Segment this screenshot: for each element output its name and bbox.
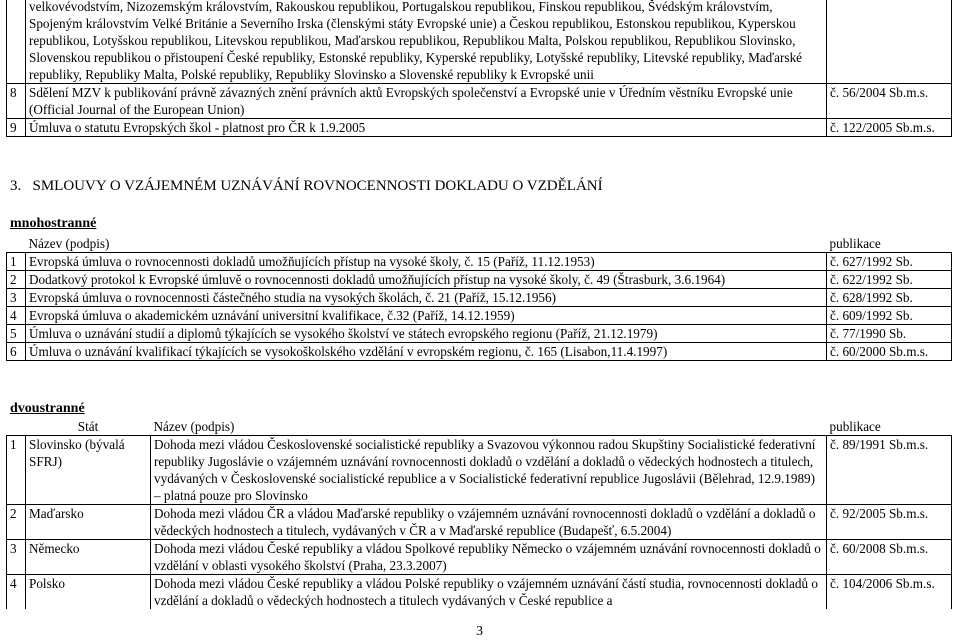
subheading-multilateral: mnohostranné [10, 216, 97, 231]
row-number: 3 [7, 540, 26, 575]
row-title: Dodatkový protokol k Evropské úmluvě o rovnocennosti dokladů umožňujících přístup na vysoké školy, č. 49 (Štrasburk, 3.6.1964) [26, 271, 827, 289]
table-row [7, 253, 952, 271]
table-header-row [7, 418, 952, 436]
section-number: 3. [10, 178, 22, 194]
multilateral-table [6, 235, 952, 361]
section-heading [10, 178, 603, 195]
page-number: 3 [476, 624, 483, 639]
table-row [7, 84, 952, 119]
table-row [7, 575, 952, 610]
row-title: Dohoda mezi vládou Československé socialistické republiky a Svazovou výkonnou radou Skupštiny Socialistické federativní republiky Jugoslávie o vzájemném uznávání rovnocennosti dokladů o vzdělání a dokladů o vědeckých hodnostech a titulech, vydávaných v Československé socialistické republice a v Socialistické federativní republice Jugoslávii (Bělehrad, 12.9.1989) – platná pouze pro Slovinsko [151, 436, 827, 505]
row-title: velkovévodstvím, Nizozemským královstvím, Rakouskou republikou, Portugalskou republikou, Finskou republikou, Švédským královstvím, Spojeným královstvím Velké Británie a Severního Irska (členskými státy Evropské unie) a Českou republikou, Estonskou republikou, Kyperskou republikou, Lotyšskou republikou, Litevskou republikou, Maďarskou republikou, Republikou Malta, Polskou republikou, Republikou Slovinsko, Slovenskou republikou o přistoupení České republiky, Estonské republiky, Kyperské republiky, Lotyšské republiky, Litevské republiky, Maďarské republiky, Republiky Malta, Polské republiky, Republiky Slovinsko a Slovenské republiky k Evropské unii [26, 0, 827, 84]
row-publication: č. 77/1990 Sb. [827, 325, 952, 343]
section-title: SMLOUVY O VZÁJEMNÉM UZNÁVÁNÍ ROVNOCENNOSTI DOKLADU O VZDĚLÁNÍ [32, 178, 603, 194]
row-title: Sdělení MZV k publikování právně závazných znění právních aktů Evropských společenství a Evropské unie v Úředním věstníku Evropské unie (Official Journal of the European Union) [26, 84, 827, 119]
row-number: 1 [7, 436, 26, 505]
row-number: 2 [7, 271, 26, 289]
row-state: Polsko [26, 575, 151, 610]
row-publication: č. 60/2000 Sb.m.s. [827, 343, 952, 361]
header-publication: publikace [829, 419, 881, 434]
row-publication: č. 622/1992 Sb. [827, 271, 952, 289]
row-title: Dohoda mezi vládou České republiky a vládou Polské republiky o vzájemném uznávání částí studia, rovnocennosti dokladů o vzdělání a dokladů o vědeckých hodnostech a titulech vydávaných v České republice a [151, 575, 827, 610]
row-number: 5 [7, 325, 26, 343]
treaty-table-top [6, 0, 952, 137]
row-publication: č. 627/1992 Sb. [827, 253, 952, 271]
table-row [7, 325, 952, 343]
row-publication: č. 609/1992 Sb. [827, 307, 952, 325]
row-publication: č. 60/2008 Sb.m.s. [827, 540, 952, 575]
row-publication: č. 56/2004 Sb.m.s. [827, 84, 952, 119]
row-title: Evropská úmluva o rovnocennosti dokladů umožňujících přístup na vysoké školy, č. 15 (Paříž, 11.12.1953) [26, 253, 827, 271]
row-publication: č. 92/2005 Sb.m.s. [827, 505, 952, 540]
row-number: 4 [7, 307, 26, 325]
row-publication: č. 122/2005 Sb.m.s. [827, 119, 952, 137]
subheading-bilateral: dvoustranné [10, 401, 85, 416]
header-title: Název (podpis) [28, 236, 110, 251]
row-number: 3 [7, 289, 26, 307]
row-state: Slovinsko (bývalá SFRJ) [26, 436, 151, 505]
row-state: Německo [26, 540, 151, 575]
header-state: Stát [77, 419, 99, 434]
row-state: Maďarsko [26, 505, 151, 540]
row-title: Úmluva o statutu Evropských škol - platnost pro ČR k 1.9.2005 [26, 119, 827, 137]
table-row [7, 436, 952, 505]
table-row [7, 271, 952, 289]
row-publication: č. 104/2006 Sb.m.s. [827, 575, 952, 610]
row-number: 6 [7, 343, 26, 361]
table-row [7, 0, 952, 84]
table-row [7, 289, 952, 307]
row-title: Úmluva o uznávání studií a diplomů týkajících se vysokého školství ve státech evropského regionu (Paříž, 21.12.1979) [26, 325, 827, 343]
table-row [7, 119, 952, 137]
row-publication: č. 89/1991 Sb.m.s. [827, 436, 952, 505]
row-number: 8 [7, 84, 26, 119]
row-number: 1 [7, 253, 26, 271]
row-title: Dohoda mezi vládou České republiky a vládou Spolkové republiky Německo o vzájemném uznávání rovnocennosti dokladů o vzdělání v oblasti vysokého školství (Praha, 23.3.2007) [151, 540, 827, 575]
row-number [7, 0, 26, 84]
table-header-row [7, 235, 952, 253]
row-publication: č. 628/1992 Sb. [827, 289, 952, 307]
row-title: Evropská úmluva o rovnocennosti částečného studia na vysokých školách, č. 21 (Paříž, 15.12.1956) [26, 289, 827, 307]
table-row [7, 505, 952, 540]
header-title: Název (podpis) [153, 419, 235, 434]
table-row [7, 343, 952, 361]
table-row [7, 540, 952, 575]
row-title: Úmluva o uznávání kvalifikací týkajících se vysokoškolského vzdělání v evropském regionu, č. 165 (Lisabon,11.4.1997) [26, 343, 827, 361]
row-number: 9 [7, 119, 26, 137]
row-title: Dohoda mezi vládou ČR a vládou Maďarské republiky o vzájemném uznávání rovnocennosti dokladů o vzdělání a dokladů o vědeckých hodnostech a titulech, vydávaných v ČR a v Maďarské republice (Budapešť, 6.5.2004) [151, 505, 827, 540]
row-number: 4 [7, 575, 26, 610]
row-number: 2 [7, 505, 26, 540]
row-title: Evropská úmluva o akademickém uznávání universitní kvalifikace, č.32 (Paříž, 14.12.1959) [26, 307, 827, 325]
row-publication [827, 0, 952, 84]
table-row [7, 307, 952, 325]
bilateral-table [6, 418, 952, 609]
header-publication: publikace [829, 236, 881, 251]
